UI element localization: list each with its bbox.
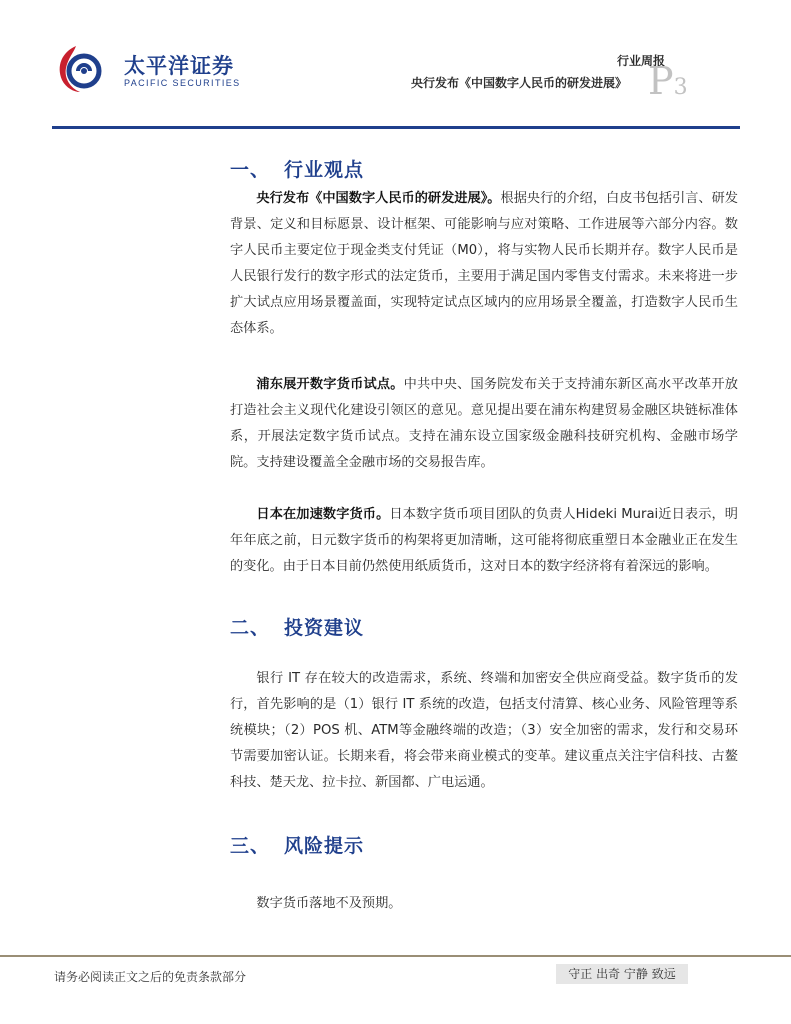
section-heading-3: [230, 831, 364, 858]
paragraph-text: 银行 IT 存在较大的改造需求，系统、终端和加密安全供应商受益。数字货币的发行，首先影响的是（1）银行 IT 系统的改造，包括支付清算、核心业务、风险管理等系统模块；（2）POS 机、ATM等金融终端的改造；（3）安全加密的需求，发行和交易环节需要加密认证。长期来看，将会带来商业模式的变革。建议重点关注宇信科技、古鳌科技、楚天龙、拉卡拉、新国都、广电运通。: [230, 671, 738, 790]
report-title: 央行发布《中国数字人民币的研发进展》: [410, 76, 627, 90]
paragraph: [230, 186, 738, 342]
logo-chinese-name: 太平洋证券: [124, 54, 234, 78]
logo-english-name: PACIFIC SECURITIES: [124, 78, 241, 88]
report-type: 行业周报: [616, 54, 665, 68]
section-heading-2: [230, 613, 364, 640]
section-number: 二、: [230, 617, 271, 639]
paragraph-text: 根据央行的介绍，白皮书包括引言、研发背景、定义和目标愿景、设计框架、可能影响与应对策略、工作进展等六部分内容。数字人民币主要定位于现金类支付凭证（M0），将与实物人民币长期并存。数字人民币是人民银行发行的数字形式的法定货币，主要用于满足国内零售支付需求。未来将进一步扩大试点应用场景覆盖面，实现特定试点区域内的应用场景全覆盖，打造数字人民币生态体系。: [230, 191, 738, 336]
paragraph-lead: 浦东展开数字货币试点。: [256, 377, 404, 392]
paragraph-text: 数字货币落地不及预期。: [256, 896, 402, 911]
page-number: [648, 59, 688, 103]
header-divider: [52, 126, 740, 129]
company-logo: [44, 40, 244, 96]
section-heading-1: [230, 155, 364, 182]
paragraph: [230, 372, 738, 476]
section-title-text: 投资建议: [284, 617, 365, 639]
disclaimer-note: 请务必阅读正文之后的免责条款部分: [54, 970, 247, 984]
footer-divider: [0, 955, 791, 957]
page-digit: 3: [673, 75, 688, 100]
paragraph-text: 中共中央、国务院发布关于支持浦东新区高水平改革开放打造社会主义现代化建设引领区的意见。意见提出要在浦东构建贸易金融区块链标准体系，开展法定数字货币试点。支持在浦东设立国家级金融科技研究机构、金融市场学院。支持建设覆盖全金融市场的交易报告库。: [230, 377, 738, 470]
paragraph-lead: 日本在加速数字货币。: [256, 507, 390, 522]
section-title-text: 风险提示: [284, 835, 365, 857]
paragraph-text: 日本数字货币项目团队的负责人Hideki Murai近日表示，明年年底之前，日元数字货币的构架将更加清晰，这可能将彻底重塑日本金融业正在发生的变化。由于日本目前仍然使用纸质货币，这对日本的数字经济将有着深远的影响。: [230, 507, 738, 574]
section-title-text: 行业观点: [284, 159, 365, 181]
pacific-securities-logo-icon: [56, 44, 104, 94]
paragraph: [230, 891, 738, 917]
section-number: 一、: [230, 159, 271, 181]
section-number: 三、: [230, 835, 271, 857]
paragraph: [230, 666, 738, 796]
paragraph-lead: 央行发布《中国数字人民币的研发进展》。: [256, 191, 501, 206]
company-motto: 守正 出奇 宁静 致远: [556, 964, 688, 984]
paragraph: [230, 502, 738, 580]
page-letter: P: [648, 59, 674, 103]
